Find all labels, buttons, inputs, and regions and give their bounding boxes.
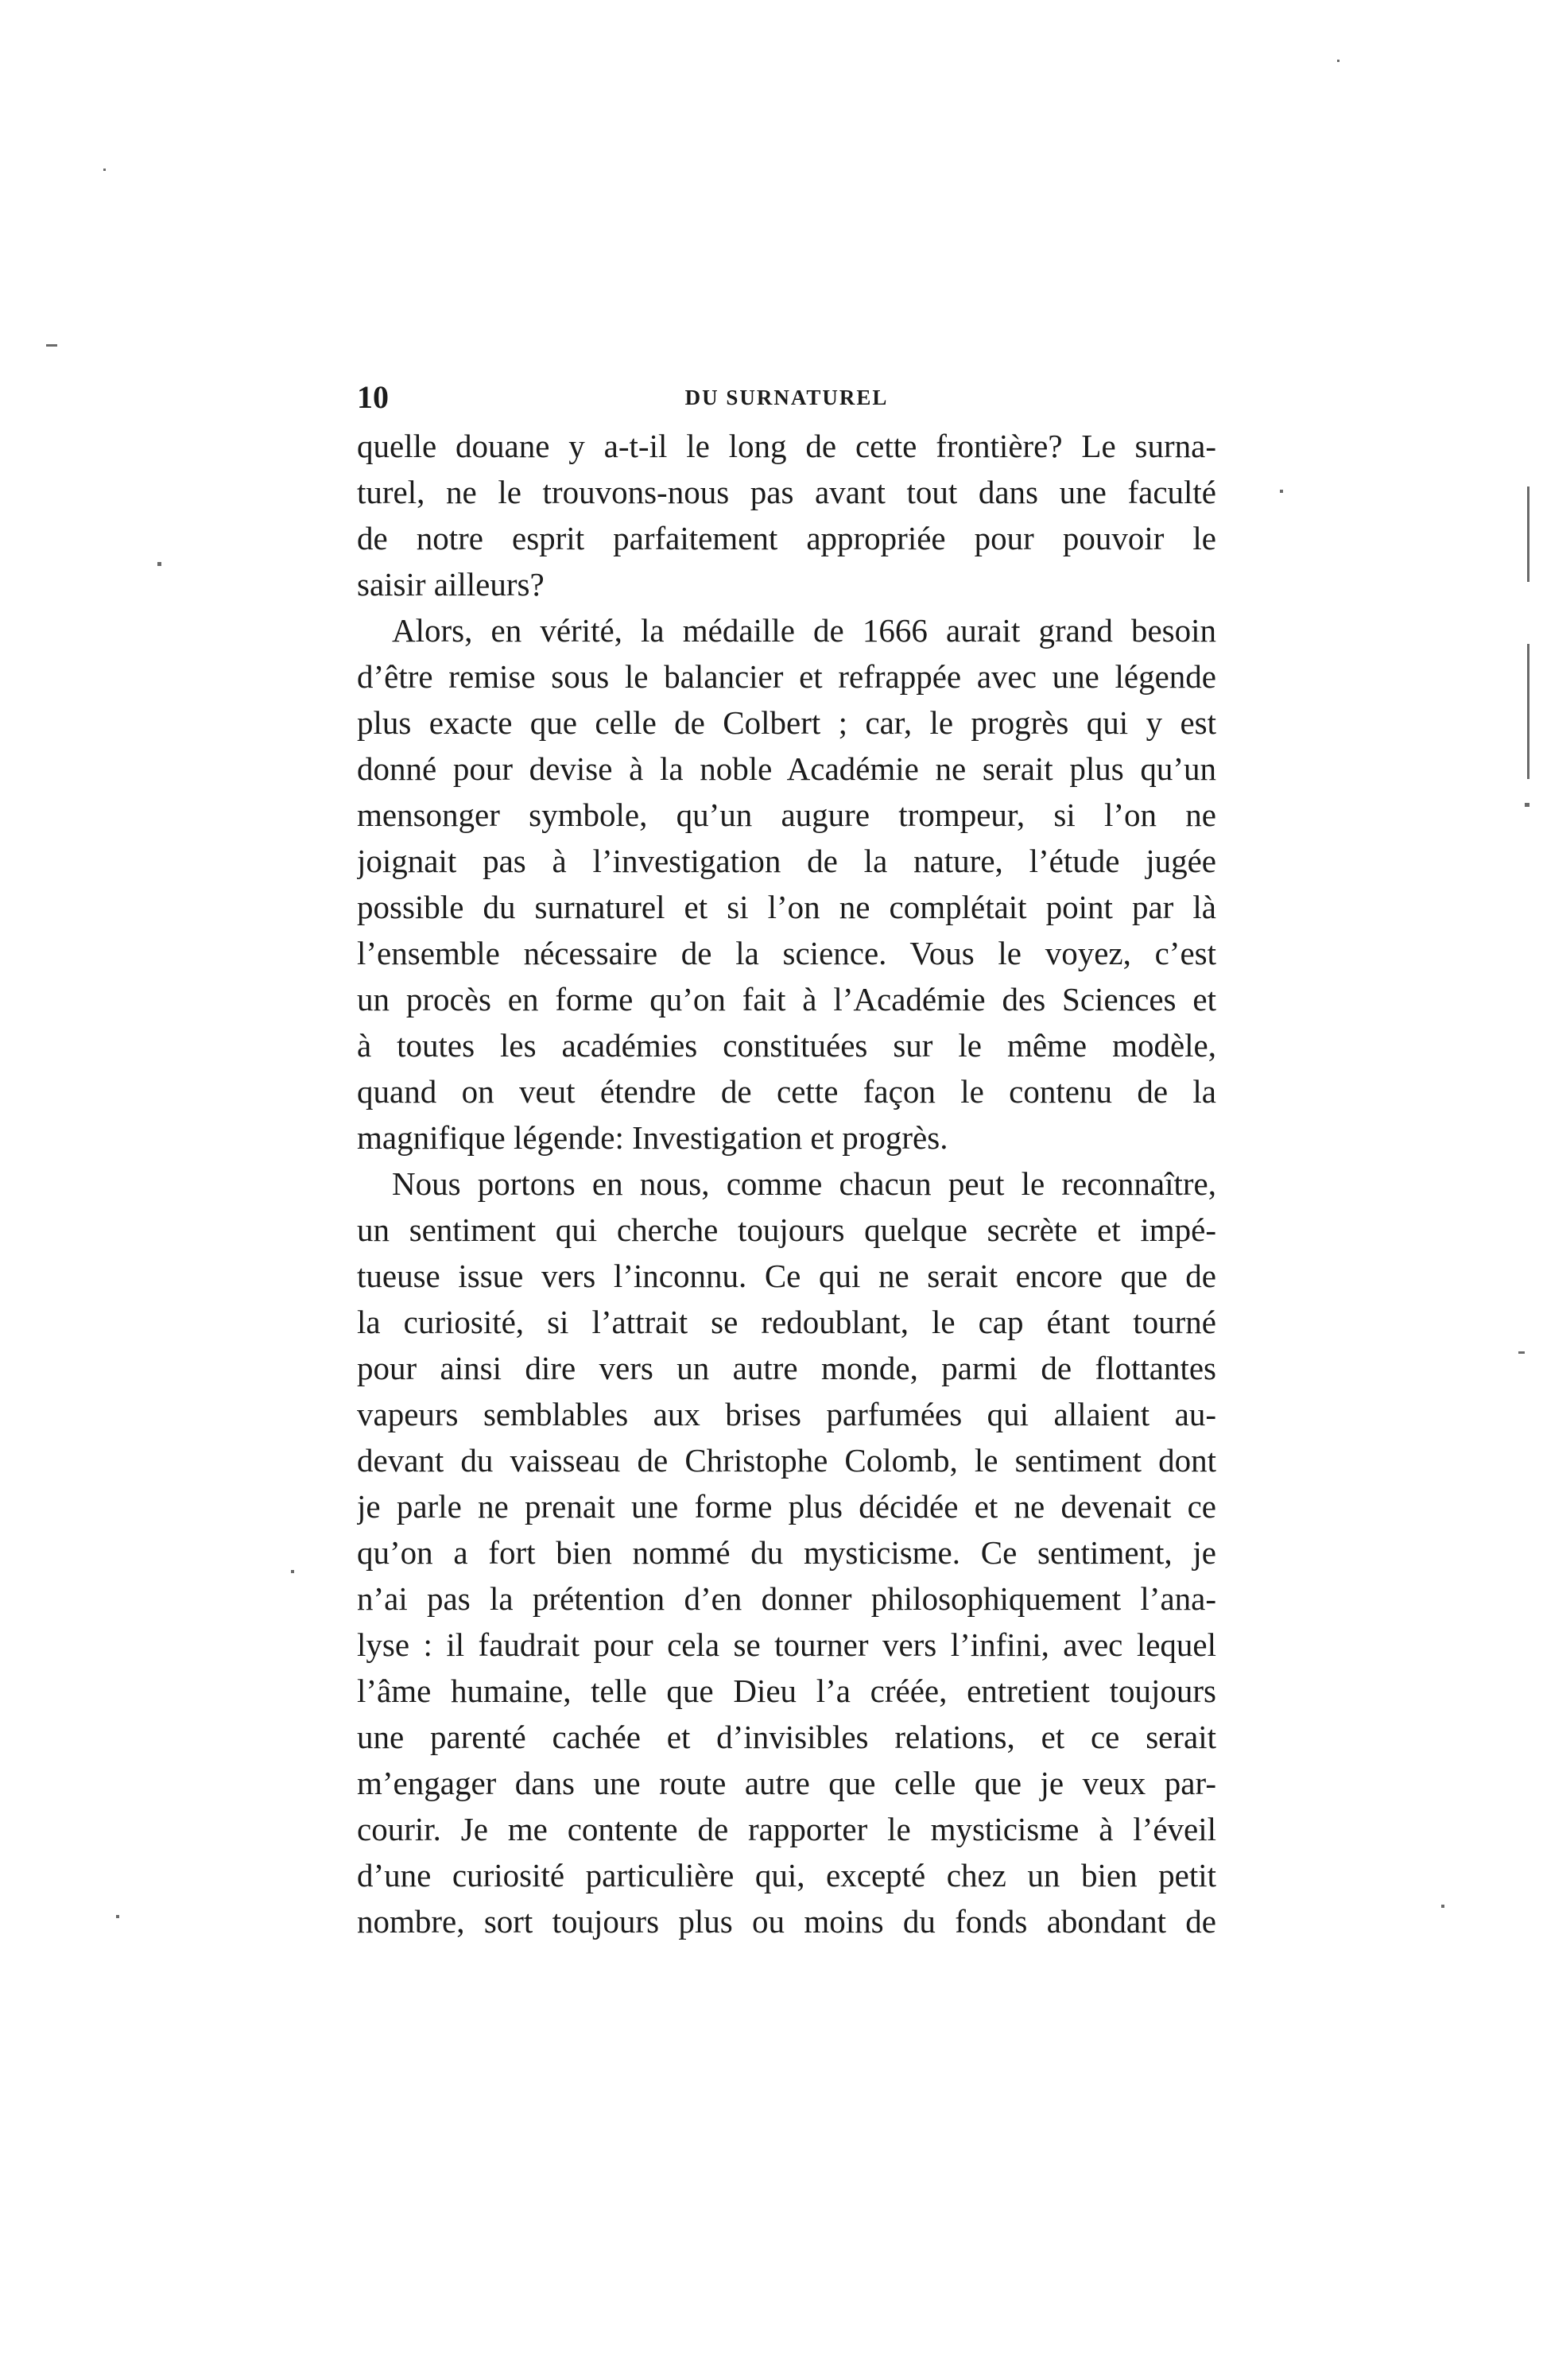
text-line: la curiosité, si l’attrait se redoublant, le cap étant tourné	[357, 1304, 1216, 1340]
text-line: l’âme humaine, telle que Dieu l’a créée, entretient toujours	[357, 1673, 1216, 1709]
text-line: je parle ne prenait une forme plus décidée et ne devenait ce	[357, 1488, 1216, 1525]
scan-mark	[1525, 803, 1529, 807]
text-line: un procès en forme qu’on fait à l’Académie des Sciences et	[357, 981, 1216, 1018]
text-line: tueuse issue vers l’inconnu. Ce qui ne serait encore que de	[357, 1258, 1216, 1294]
text-line: n’ai pas la prétention d’en donner philosophiquement l’ana-	[357, 1580, 1216, 1617]
scan-mark	[291, 1570, 294, 1573]
text-line: d’une curiosité particulière qui, excepté chez un bien petit	[357, 1857, 1216, 1894]
page-number: 10	[357, 379, 389, 415]
scan-mark	[1527, 486, 1529, 582]
scan-mark	[1527, 644, 1529, 779]
body-text	[357, 423, 1216, 1944]
text-line: quelle douane y a-t-il le long de cette frontière? Le surna-	[357, 428, 1216, 464]
paragraph	[357, 1161, 1216, 1944]
text-line: possible du surnaturel et si l’on ne complétait point par là	[357, 889, 1216, 925]
text-line: de notre esprit parfaitement appropriée pour pouvoir le	[357, 520, 1216, 556]
scan-mark	[116, 1915, 119, 1918]
text-line: devant du vaisseau de Christophe Colomb, le sentiment dont	[357, 1442, 1216, 1479]
text-line: pour ainsi dire vers un autre monde, parmi de flottantes	[357, 1350, 1216, 1386]
text-line: joignait pas à l’investigation de la nature, l’étude jugée	[357, 843, 1216, 879]
text-line: mensonger symbole, qu’un augure trompeur, si l’on ne	[357, 797, 1216, 833]
text-line: magnifique légende: Investigation et progrès.	[357, 1119, 948, 1156]
text-line: une parenté cachée et d’invisibles relations, et ce serait	[357, 1719, 1216, 1755]
text-line: turel, ne le trouvons-nous pas avant tout dans une faculté	[357, 474, 1216, 510]
text-line: à toutes les académies constituées sur le même modèle,	[357, 1027, 1216, 1064]
scan-mark	[1337, 60, 1339, 62]
scan-mark	[46, 344, 57, 347]
scan-mark	[1280, 490, 1283, 493]
scan-mark	[103, 169, 106, 171]
text-line: saisir ailleurs?	[357, 566, 545, 603]
text-line: donné pour devise à la noble Académie ne serait plus qu’un	[357, 750, 1216, 787]
text-line: d’être remise sous le balancier et refrappée avec une légende	[357, 658, 1216, 695]
text-line: lyse : il faudrait pour cela se tourner vers l’infini, avec lequel	[357, 1626, 1216, 1663]
page-header	[357, 374, 1216, 421]
text-line: Nous portons en nous, comme chacun peut le reconnaître,	[392, 1165, 1216, 1202]
text-line: qu’on a fort bien nommé du mysticisme. Ce sentiment, je	[357, 1534, 1216, 1571]
text-line: quand on veut étendre de cette façon le contenu de la	[357, 1073, 1216, 1110]
text-line: nombre, sort toujours plus ou moins du fonds abondant de	[357, 1903, 1216, 1940]
paragraph	[357, 423, 1216, 607]
text-line: courir. Je me contente de rapporter le mysticisme à l’éveil	[357, 1811, 1216, 1847]
text-line: un sentiment qui cherche toujours quelque secrète et impé-	[357, 1211, 1216, 1248]
text-line: vapeurs semblables aux brises parfumées qui allaient au-	[357, 1396, 1216, 1432]
scan-mark	[157, 562, 161, 566]
text-line: l’ensemble nécessaire de la science. Vous le voyez, c’est	[357, 935, 1216, 971]
text-line: Alors, en vérité, la médaille de 1666 aurait grand besoin	[392, 612, 1216, 649]
text-line: plus exacte que celle de Colbert ; car, le progrès qui y est	[357, 704, 1216, 741]
scan-mark	[1518, 1351, 1525, 1354]
text-line: m’engager dans une route autre que celle que je veux par-	[357, 1765, 1216, 1801]
paragraph	[357, 607, 1216, 1161]
scan-mark	[1441, 1905, 1444, 1908]
running-title: DU SURNATUREL	[684, 386, 889, 409]
